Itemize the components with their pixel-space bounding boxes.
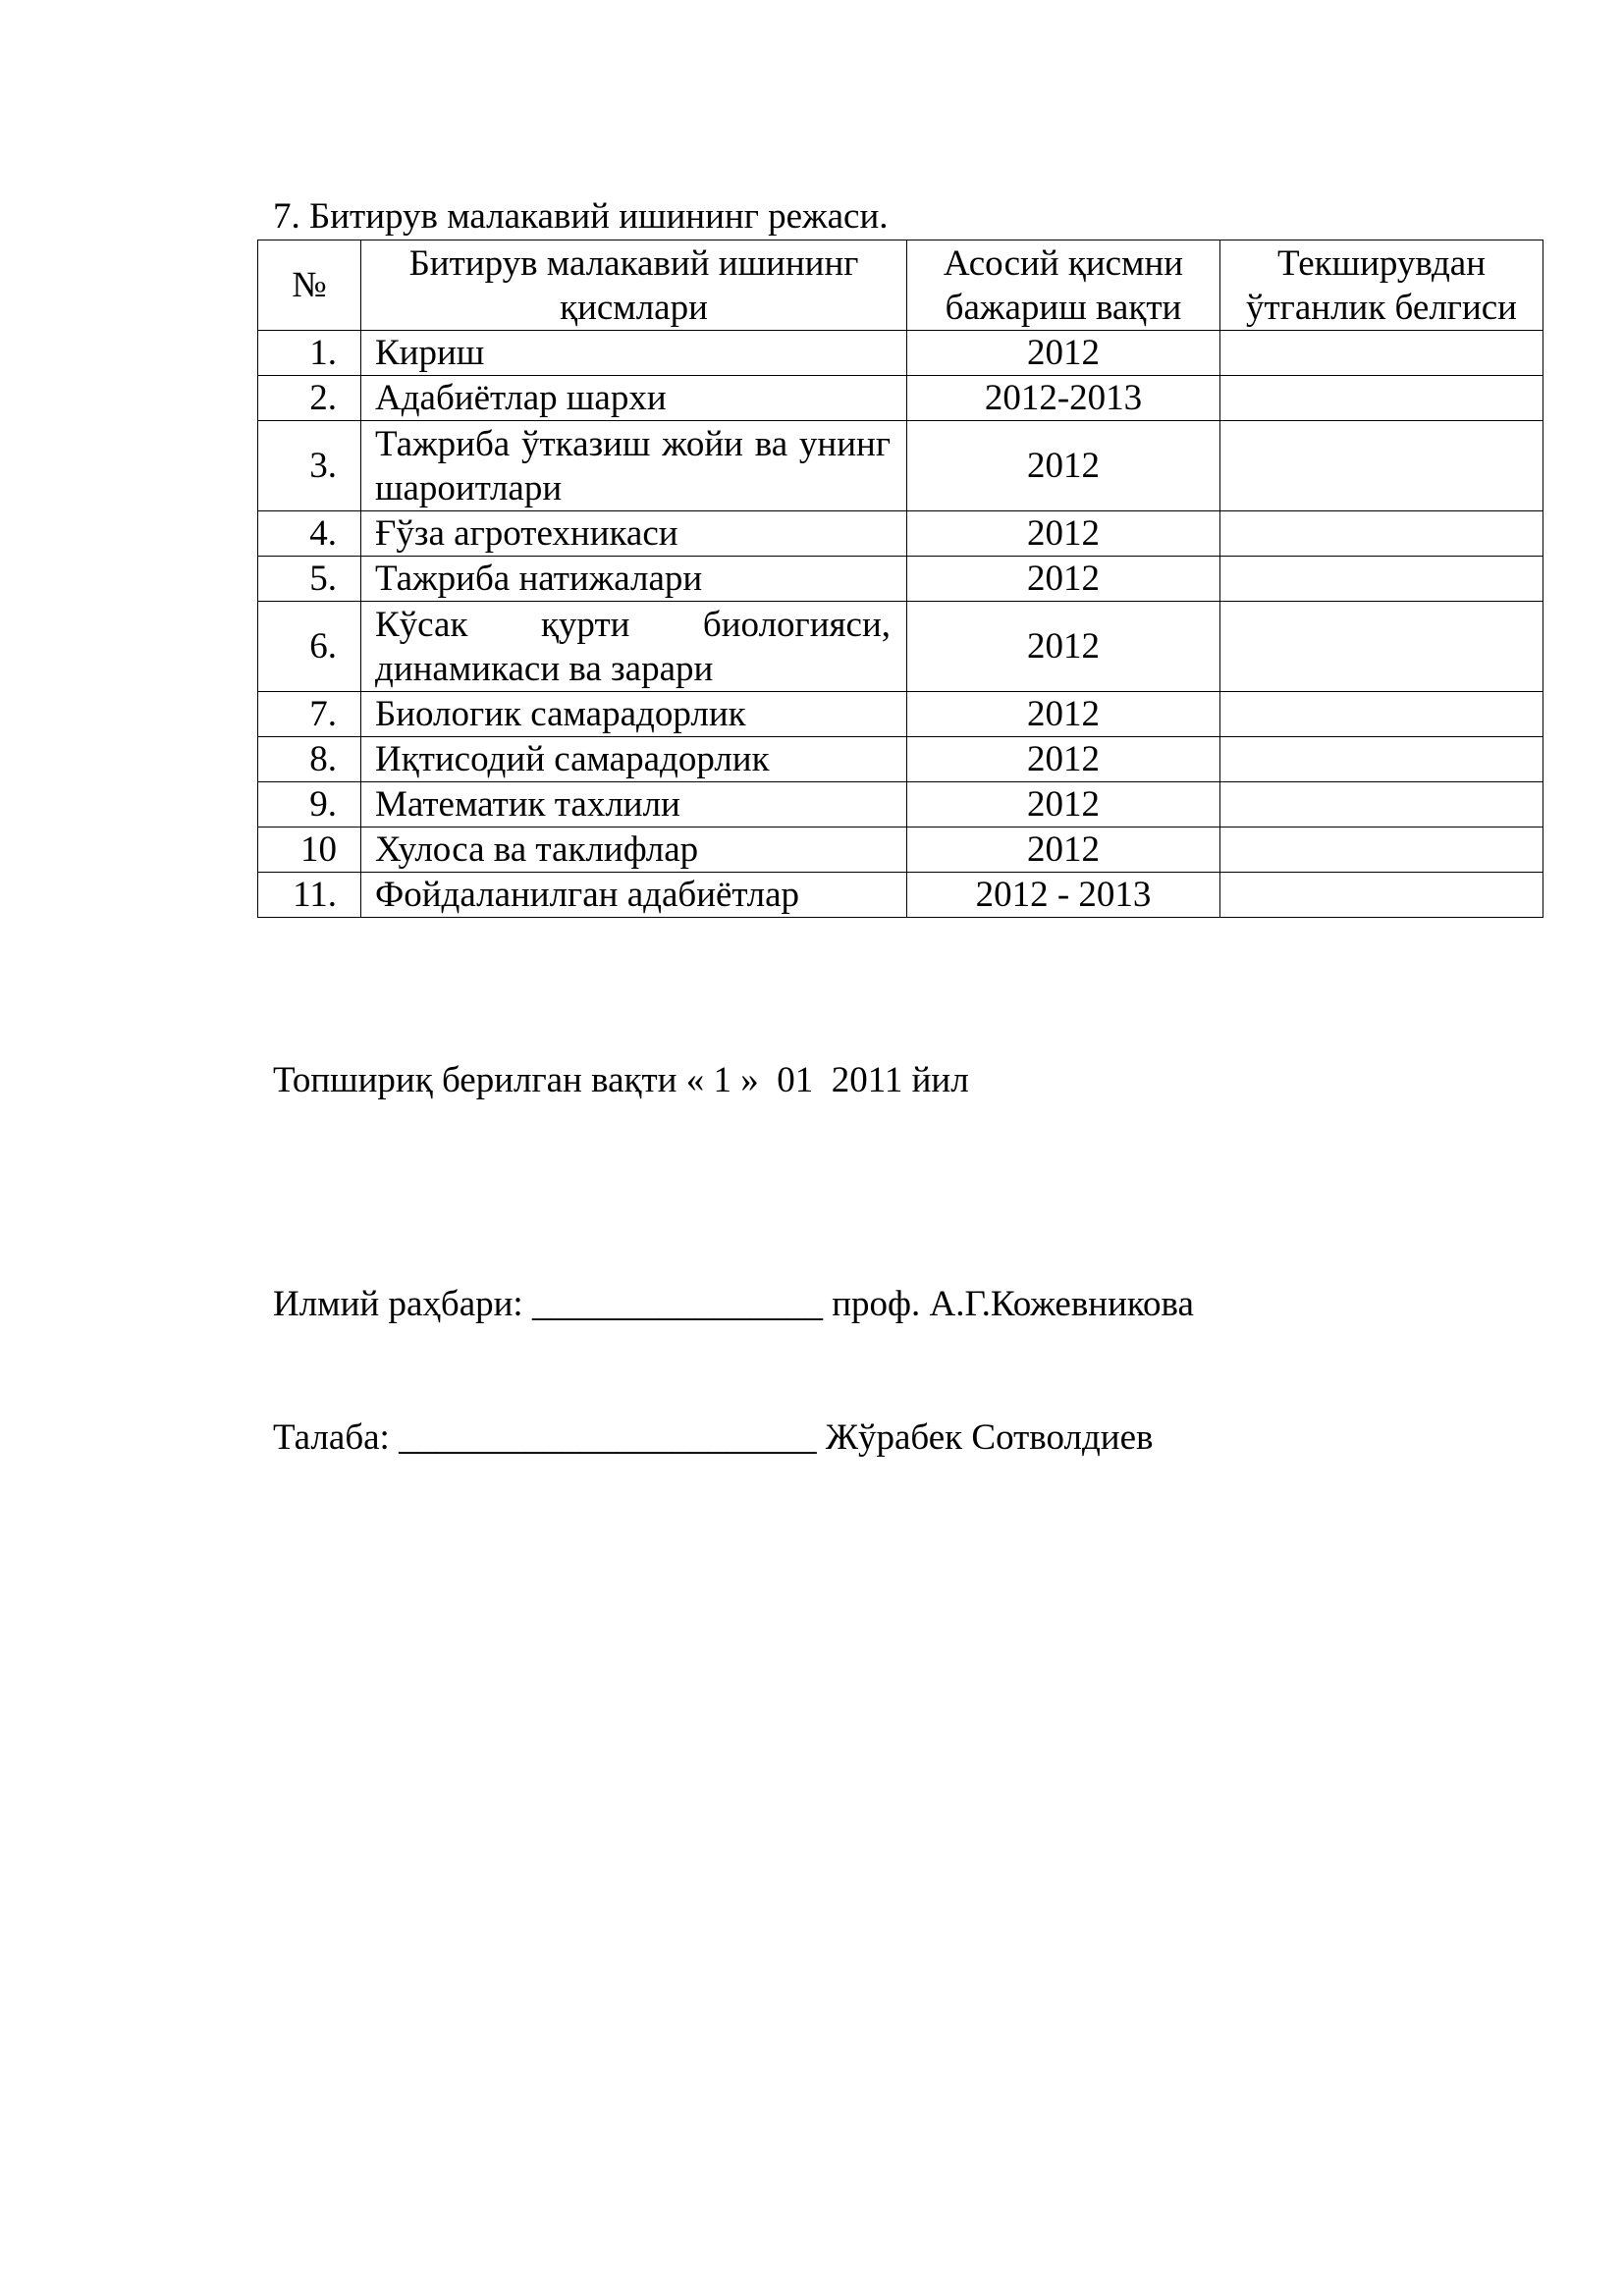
row-num: 11. — [258, 873, 361, 918]
header-time: Асосий қисмни бажариш вақти — [907, 240, 1220, 331]
table-row — [258, 557, 1543, 602]
header-num: № — [258, 240, 361, 331]
student-signature-line: Талаба: _______________________ Жўрабек Сотволдиев — [273, 1417, 1154, 1458]
header-part: Битирув малакавий ишининг қисмлари — [361, 240, 907, 331]
row-time: 2012 — [907, 782, 1220, 828]
table-row — [258, 376, 1543, 421]
row-part: Фойдаланилган адабиётлар — [361, 873, 907, 918]
row-time: 2012 — [907, 737, 1220, 782]
row-num: 8. — [258, 737, 361, 782]
table-row — [258, 602, 1543, 692]
row-check — [1220, 511, 1543, 557]
assignment-date-line: Топшириқ берилган вақти « 1 » 01 2011 йил — [273, 1060, 969, 1100]
table-row — [258, 692, 1543, 737]
row-time: 2012 — [907, 331, 1220, 376]
row-part: Тажриба ўтказиш жойи ва унинг шароитлари — [361, 421, 907, 511]
supervisor-signature-line: Илмий раҳбари: ________________ проф. А.Г.Кожевникова — [273, 1284, 1194, 1324]
row-part: Адабиётлар шархи — [361, 376, 907, 421]
row-check — [1220, 692, 1543, 737]
row-num: 2. — [258, 376, 361, 421]
row-time: 2012 — [907, 511, 1220, 557]
work-plan-table — [257, 240, 1543, 918]
row-num: 10 — [258, 828, 361, 873]
row-num: 9. — [258, 782, 361, 828]
row-num: 1. — [258, 331, 361, 376]
table-row — [258, 511, 1543, 557]
row-part: Тажриба натижалари — [361, 557, 907, 602]
table-row — [258, 737, 1543, 782]
row-check — [1220, 782, 1543, 828]
row-part: Хулоса ва таклифлар — [361, 828, 907, 873]
row-num: 3. — [258, 421, 361, 511]
table-row — [258, 331, 1543, 376]
row-check — [1220, 421, 1543, 511]
row-time: 2012 — [907, 421, 1220, 511]
row-num: 7. — [258, 692, 361, 737]
row-check — [1220, 828, 1543, 873]
row-part: Биологик самарадорлик — [361, 692, 907, 737]
row-num: 4. — [258, 511, 361, 557]
row-part: Ғўза агротехникаси — [361, 511, 907, 557]
table-row — [258, 873, 1543, 918]
row-check — [1220, 376, 1543, 421]
row-part: Кўсак қурти биологияси, динамикаси ва зарари — [361, 602, 907, 692]
header-check: Текширувдан ўтганлик белгиси — [1220, 240, 1543, 331]
row-check — [1220, 331, 1543, 376]
row-num: 5. — [258, 557, 361, 602]
section-title: 7. Битирув малакавий ишининг режаси. — [273, 196, 889, 237]
row-part: Математик тахлили — [361, 782, 907, 828]
table-row — [258, 782, 1543, 828]
table-header-row — [258, 240, 1543, 331]
row-num: 6. — [258, 602, 361, 692]
row-check — [1220, 873, 1543, 918]
row-time: 2012 — [907, 557, 1220, 602]
row-check — [1220, 602, 1543, 692]
row-time: 2012 — [907, 692, 1220, 737]
row-check — [1220, 737, 1543, 782]
row-check — [1220, 557, 1543, 602]
row-time: 2012 - 2013 — [907, 873, 1220, 918]
table-row — [258, 421, 1543, 511]
row-part: Кириш — [361, 331, 907, 376]
row-time: 2012 — [907, 602, 1220, 692]
row-time: 2012-2013 — [907, 376, 1220, 421]
row-part: Иқтисодий самарадорлик — [361, 737, 907, 782]
table-row — [258, 828, 1543, 873]
row-time: 2012 — [907, 828, 1220, 873]
